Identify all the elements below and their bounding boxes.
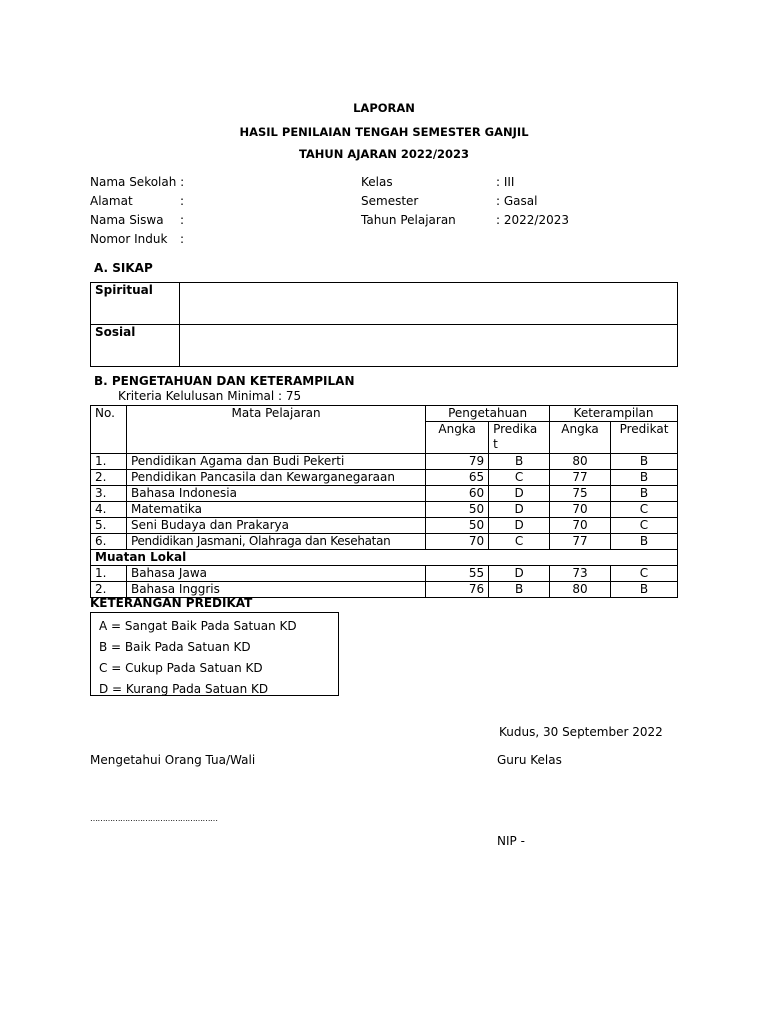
- row-subject: Pendidikan Jasmani, Olahraga dan Kesehatan: [126, 534, 425, 550]
- row-no: 3.: [91, 486, 127, 502]
- header-no: No.: [91, 406, 127, 454]
- sikap-row-spiritual: [91, 283, 678, 325]
- label-alamat: Alamat: [90, 194, 133, 208]
- row-k-angka: 80: [550, 582, 611, 598]
- label-nama-siswa: Nama Siswa: [90, 213, 164, 227]
- sikap-value-spiritual: [180, 283, 678, 325]
- row-subject: Pendidikan Agama dan Budi Pekerti: [126, 454, 425, 470]
- row-p-angka: 50: [426, 502, 489, 518]
- row-p-predikat: D: [489, 518, 550, 534]
- row-k-predikat: C: [611, 518, 678, 534]
- header-subject: Mata Pelajaran: [126, 406, 425, 454]
- row-p-predikat: D: [489, 566, 550, 582]
- header-p-predikat: Predika t: [489, 422, 550, 454]
- row-subject: Bahasa Inggris: [126, 582, 425, 598]
- header-keterampilan: Keterampilan: [550, 406, 678, 422]
- muatan-lokal-label: Muatan Lokal: [91, 550, 678, 566]
- keterangan-item-d: D = Kurang Pada Satuan KD: [99, 682, 269, 696]
- row-p-predikat: D: [489, 502, 550, 518]
- keterangan-item-b: B = Baik Pada Satuan KD: [99, 640, 251, 654]
- sikap-row-sosial: [91, 325, 678, 367]
- table-row: [91, 534, 678, 550]
- row-p-predikat: B: [489, 454, 550, 470]
- value-tahun-pelajaran: : 2022/2023: [496, 213, 569, 227]
- teacher-label: Guru Kelas: [497, 753, 562, 767]
- value-alamat: :: [180, 194, 185, 208]
- row-subject: Pendidikan Pancasila dan Kewarganegaraan: [126, 470, 425, 486]
- report-title: LAPORAN: [353, 101, 415, 115]
- value-semester: : Gasal: [496, 194, 538, 208]
- row-k-angka: 73: [550, 566, 611, 582]
- row-p-angka: 76: [426, 582, 489, 598]
- label-semester: Semester: [361, 194, 419, 208]
- table-row: [91, 486, 678, 502]
- row-k-angka: 77: [550, 470, 611, 486]
- keterangan-box: [90, 612, 339, 696]
- row-p-angka: 70: [426, 534, 489, 550]
- table-row: [91, 502, 678, 518]
- label-nomor-induk: Nomor Induk: [90, 232, 168, 246]
- row-subject: Bahasa Indonesia: [126, 486, 425, 502]
- row-subject: Bahasa Jawa: [126, 566, 425, 582]
- parent-signature-line: ……………………………………………: [90, 814, 218, 823]
- row-k-predikat: C: [611, 502, 678, 518]
- row-k-angka: 70: [550, 502, 611, 518]
- header-p-angka: Angka: [426, 422, 489, 454]
- row-k-predikat: B: [611, 534, 678, 550]
- label-tahun-pelajaran: Tahun Pelajaran: [361, 213, 456, 227]
- report-year: TAHUN AJARAN 2022/2023: [298, 147, 470, 161]
- row-k-angka: 70: [550, 518, 611, 534]
- header-k-predikat: Predikat: [611, 422, 678, 454]
- keterangan-heading: KETERANGAN PREDIKAT: [90, 596, 253, 610]
- row-k-predikat: B: [611, 454, 678, 470]
- row-p-angka: 65: [426, 470, 489, 486]
- nilai-table: [90, 405, 678, 598]
- sikap-label-spiritual: Spiritual: [91, 283, 180, 325]
- row-no: 6.: [91, 534, 127, 550]
- table-row: [91, 470, 678, 486]
- parent-label: Mengetahui Orang Tua/Wali: [90, 753, 256, 767]
- row-k-angka: 80: [550, 454, 611, 470]
- row-k-predikat: C: [611, 566, 678, 582]
- label-nama-sekolah: Nama Sekolah :: [90, 175, 185, 189]
- row-p-predikat: C: [489, 534, 550, 550]
- row-p-angka: 55: [426, 566, 489, 582]
- table-row: [91, 566, 678, 582]
- row-no: 2.: [91, 470, 127, 486]
- sikap-value-sosial: [180, 325, 678, 367]
- label-kelas: Kelas: [361, 175, 393, 189]
- row-p-predikat: D: [489, 486, 550, 502]
- row-k-predikat: B: [611, 582, 678, 598]
- row-no: 5.: [91, 518, 127, 534]
- header-k-angka: Angka: [550, 422, 611, 454]
- teacher-nip: NIP -: [497, 834, 525, 848]
- row-k-predikat: B: [611, 486, 678, 502]
- row-no: 1.: [91, 454, 127, 470]
- row-no: 1.: [91, 566, 127, 582]
- report-subtitle: HASIL PENILAIAN TENGAH SEMESTER GANJIL: [239, 125, 529, 139]
- row-p-predikat: B: [489, 582, 550, 598]
- row-no: 4.: [91, 502, 127, 518]
- table-row: [91, 454, 678, 470]
- value-nomor-induk: :: [180, 232, 185, 246]
- row-p-angka: 60: [426, 486, 489, 502]
- place-date: Kudus, 30 September 2022: [499, 725, 663, 739]
- keterangan-item-a: A = Sangat Baik Pada Satuan KD: [99, 619, 297, 633]
- row-p-angka: 79: [426, 454, 489, 470]
- kkm-text: Kriteria Kelulusan Minimal : 75: [118, 389, 302, 403]
- row-subject: Matematika: [126, 502, 425, 518]
- section-b-heading: B. PENGETAHUAN DAN KETERAMPILAN: [94, 374, 355, 388]
- sikap-label-sosial: Sosial: [91, 325, 180, 367]
- muatan-lokal-row: [91, 550, 678, 566]
- table-header-row: [91, 406, 678, 422]
- table-row: [91, 518, 678, 534]
- row-p-angka: 50: [426, 518, 489, 534]
- row-k-angka: 77: [550, 534, 611, 550]
- value-nama-siswa: :: [180, 213, 185, 227]
- section-a-heading: A. SIKAP: [94, 261, 153, 275]
- sikap-table: [90, 282, 678, 367]
- row-k-angka: 75: [550, 486, 611, 502]
- row-k-predikat: B: [611, 470, 678, 486]
- keterangan-item-c: C = Cukup Pada Satuan KD: [99, 661, 263, 675]
- header-pengetahuan: Pengetahuan: [426, 406, 550, 422]
- row-subject: Seni Budaya dan Prakarya: [126, 518, 425, 534]
- value-kelas: : III: [496, 175, 515, 189]
- row-no: 2.: [91, 582, 127, 598]
- row-p-predikat: C: [489, 470, 550, 486]
